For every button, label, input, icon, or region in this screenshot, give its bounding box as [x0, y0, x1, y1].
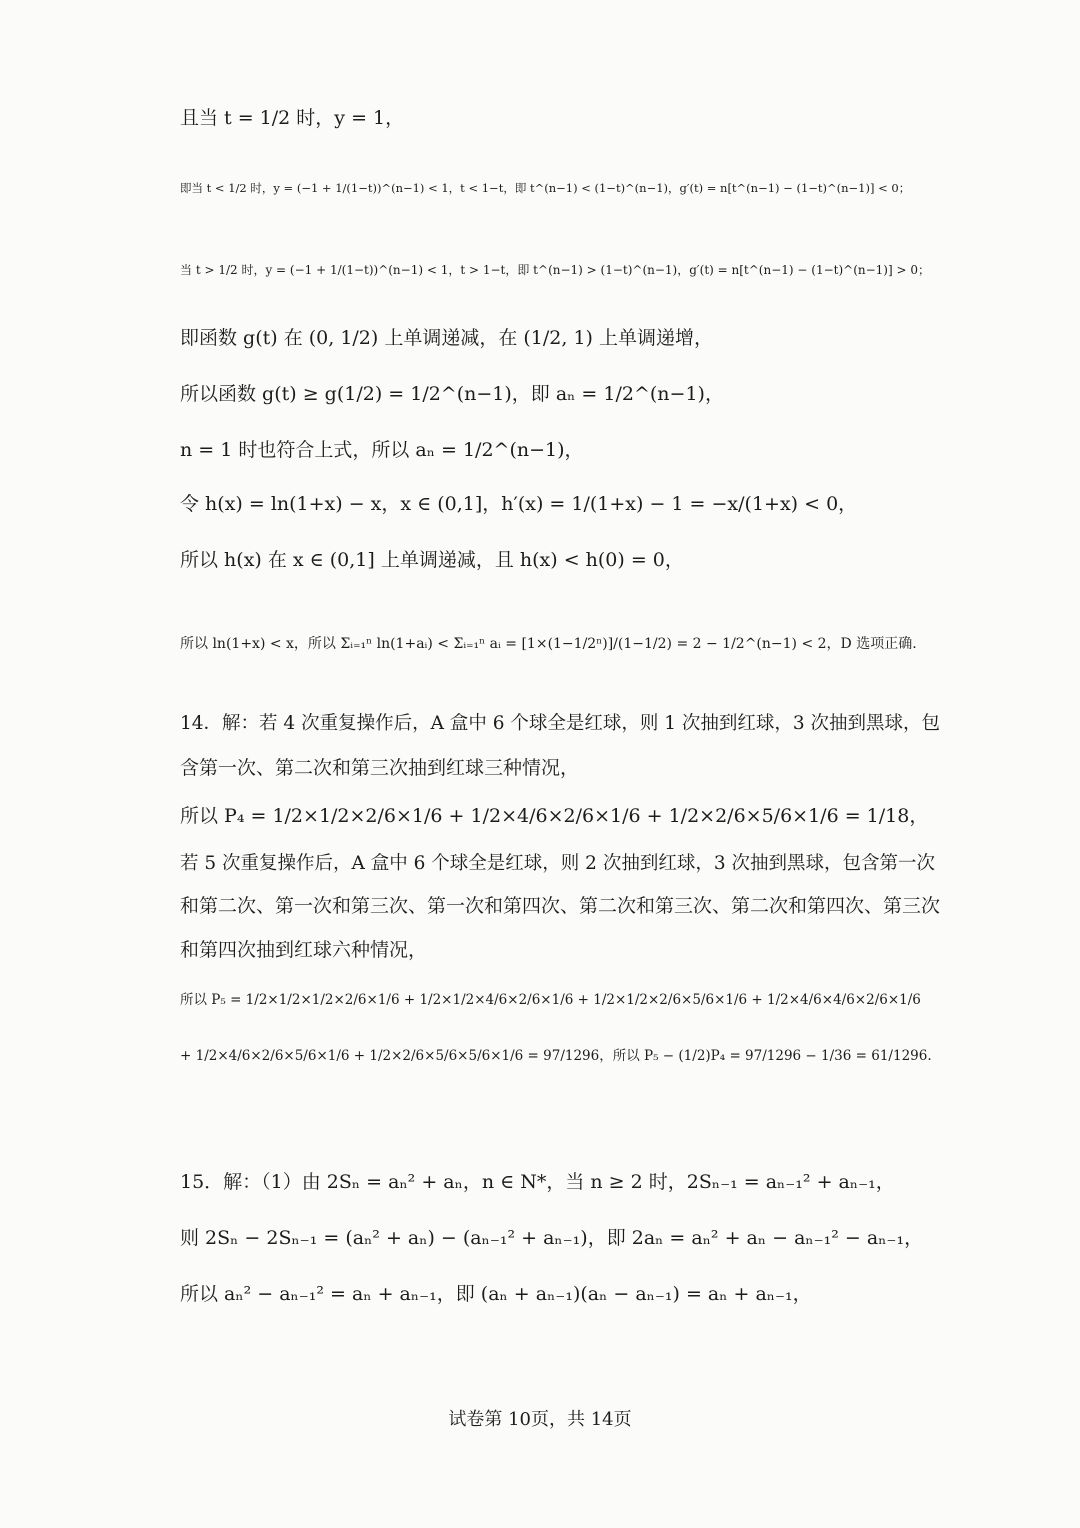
text-line: 令 h(x) = ln(1+x) − x，x ∈ (0,1]，h′(x) = 1/(1+x) − 1 = −x/(1+x) < 0， [180, 493, 858, 515]
text-line: 当 t > 1/2 时，y = (−1 + 1/(1−t))^(n−1) < 1，t > 1−t，即 t^(n−1) > (1−t)^(n−1)，g′(t) = n[t^(n−1) − (1−t)^(n−1)] > 0； [180, 263, 930, 277]
text-line: 和第四次抽到红球六种情况， [180, 939, 428, 961]
text-line: 所以 P₅ = 1/2×1/2×1/2×2/6×1/6 + 1/2×1/2×4/6×2/6×1/6 + 1/2×1/2×2/6×5/6×1/6 + 1/2×4/6×4/6×2/6×1/6 [180, 992, 921, 1008]
text-line: 含第一次、第二次和第三次抽到红球三种情况， [180, 757, 580, 779]
text-line: 所以 h(x) 在 x ∈ (0,1] 上单调递减，且 h(x) < h(0) = 0， [180, 549, 684, 571]
text-line: 若 5 次重复操作后，A 盒中 6 个球全是红球，则 2 次抽到红球，3 次抽到黑球，包含第一次 [180, 853, 935, 874]
text-line: 即函数 g(t) 在 (0, 1/2) 上单调递减，在 (1/2, 1) 上单调递增， [180, 327, 714, 349]
text-line: n = 1 时也符合上式，所以 aₙ = 1/2^(n−1)， [180, 439, 584, 461]
text-line: 且当 t = 1/2 时，y = 1， [180, 107, 405, 129]
text-line: 所以 aₙ² − aₙ₋₁² = aₙ + aₙ₋₁，即 (aₙ + aₙ₋₁)(aₙ − aₙ₋₁) = aₙ + aₙ₋₁， [180, 1283, 812, 1305]
text-line: 和第二次、第一次和第三次、第一次和第四次、第二次和第三次、第二次和第四次、第三次 [180, 895, 940, 917]
text-line: 所以函数 g(t) ≥ g(1/2) = 1/2^(n−1)，即 aₙ = 1/2^(n−1)， [180, 383, 724, 405]
text-line: 所以 ln(1+x) < x，所以 Σᵢ₌₁ⁿ ln(1+aᵢ) < Σᵢ₌₁ⁿ aᵢ = [1×(1−1/2ⁿ)]/(1−1/2) = 2 − 1/2^(n−1) < 2，D 选项正确. [180, 636, 917, 652]
text-line: 即当 t < 1/2 时，y = (−1 + 1/(1−t))^(n−1) < 1，t < 1−t，即 t^(n−1) < (1−t)^(n−1)，g′(t) = n[t^(n−1) − (1−t)^(n−1)] < 0； [180, 181, 911, 195]
text-line: 15．解：（1）由 2Sₙ = aₙ² + aₙ，n ∈ N*，当 n ≥ 2 时，2Sₙ₋₁ = aₙ₋₁² + aₙ₋₁， [180, 1171, 895, 1193]
text-line: 14．解：若 4 次重复操作后，A 盒中 6 个球全是红球，则 1 次抽到红球，3 次抽到黑球，包 [180, 713, 940, 734]
text-line: 所以 P₄ = 1/2×1/2×2/6×1/6 + 1/2×4/6×2/6×1/6 + 1/2×2/6×5/6×1/6 = 1/18， [180, 805, 929, 827]
text-line: 则 2Sₙ − 2Sₙ₋₁ = (aₙ² + aₙ) − (aₙ₋₁² + aₙ₋₁)，即 2aₙ = aₙ² + aₙ − aₙ₋₁² − aₙ₋₁， [180, 1227, 924, 1249]
page-footer: 试卷第 10页，共 14页 [448, 1409, 632, 1430]
text-line: + 1/2×4/6×2/6×5/6×1/6 + 1/2×2/6×5/6×5/6×1/6 = 97/1296，所以 P₅ − (1/2)P₄ = 97/1296 − 1/36 = 61/1296. [180, 1048, 932, 1064]
